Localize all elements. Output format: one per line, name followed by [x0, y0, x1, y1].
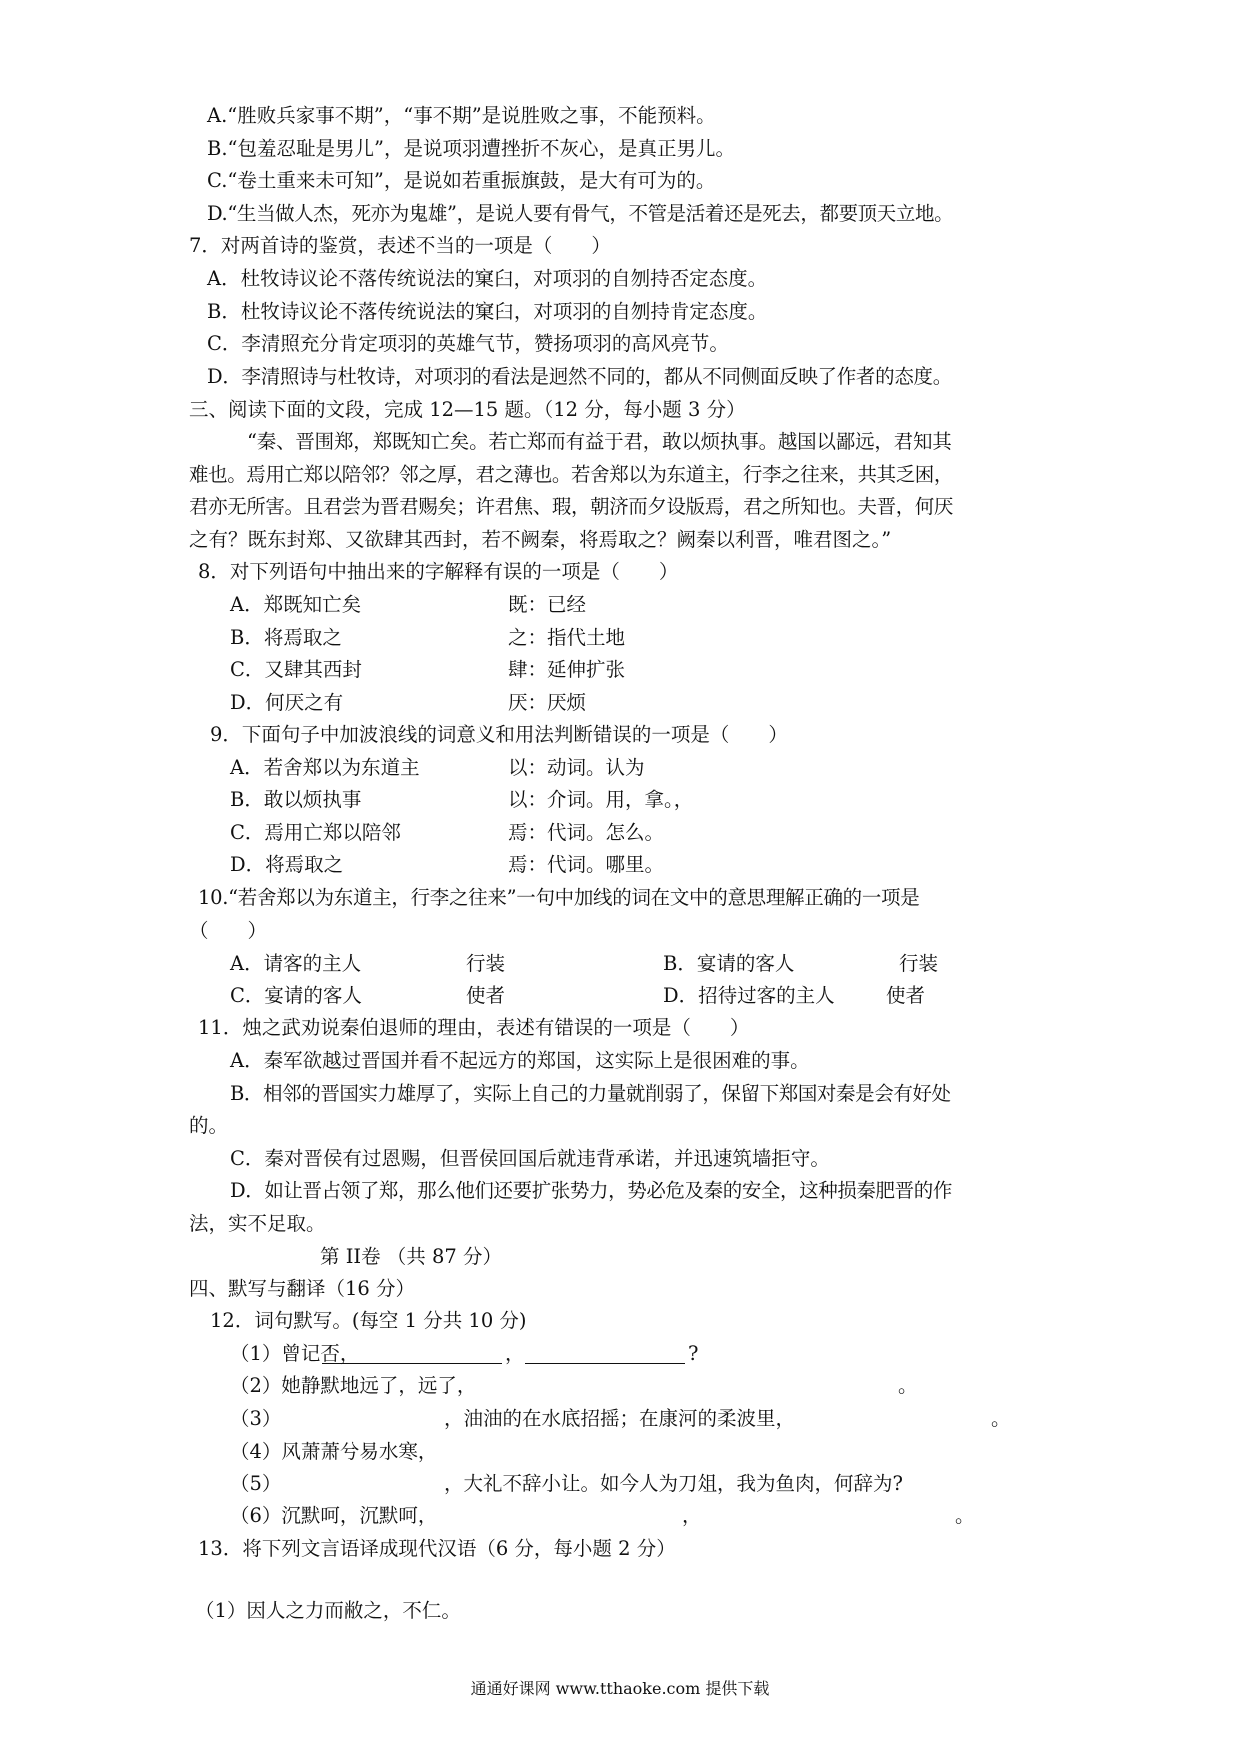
q9-option-b-sentence: B．敢以烦执事	[230, 788, 362, 811]
q12-item-6-end: 。	[955, 1504, 975, 1527]
q12-item-3-prefix: （3）	[230, 1407, 282, 1430]
q8-option-b-meaning: 之：指代土地	[508, 626, 626, 649]
q13-stem: 13．将下列文言语译成现代汉语（6 分，每小题 2 分）	[198, 1537, 676, 1560]
q9-option-a	[230, 756, 645, 779]
q12-item-5-middle: ，大礼不辞小让。如今人为刀俎，我为鱼肉，何辞为?	[444, 1472, 903, 1495]
q12-item-4-prefix: （4）风萧萧兮易水寒，	[230, 1440, 438, 1463]
passage-line-2: 难也。焉用亡郑以陪邻？邻之厚，君之薄也。若舍郑以为东道主，行李之往来，共其乏困，	[189, 463, 954, 486]
q8-option-c-sentence: C．又肆其西封	[230, 658, 362, 681]
q8-option-c	[230, 658, 626, 681]
q12-item-6	[230, 1504, 975, 1527]
q10-option-a-xingli: 行装	[466, 952, 506, 975]
q12-item-2-prefix: （2）她静默地远了，远了，	[230, 1374, 477, 1397]
q12-item-2-end: 。	[898, 1374, 918, 1397]
q10-option-b	[663, 952, 939, 975]
q12-item-1-end: ?	[688, 1342, 699, 1365]
q9-option-b-meaning: 以：介词。用，拿。，	[508, 788, 694, 811]
q8-option-d-meaning: 厌：厌烦	[508, 691, 587, 714]
q12-item-2	[230, 1374, 918, 1397]
q9-option-c-meaning: 焉：代词。怎么。	[508, 821, 665, 844]
q11-option-a: A．秦军欲越过晋国并看不起远方的郑国，这实际上是很困难的事。	[230, 1049, 810, 1072]
q8-option-a-sentence: A．郑既知亡矣	[230, 593, 362, 616]
q9-option-a-sentence: A．若舍郑以为东道主	[230, 756, 420, 779]
q10-option-d-host: D．招待过客的主人	[663, 984, 835, 1007]
q12-item-1-comma: ，	[505, 1342, 525, 1365]
q10-option-b-host: B．宴请的客人	[663, 952, 795, 975]
q9-option-d-sentence: D．将焉取之	[230, 853, 344, 876]
q12-item-4	[230, 1442, 437, 1462]
q11-option-d-cont: 法，实不足取。	[189, 1212, 326, 1235]
section4-heading: 四、默写与翻译（16 分）	[189, 1277, 416, 1300]
q12-item-1-blank-1	[322, 1363, 502, 1364]
q6-option-c: C.“卷土重来未可知”，是说如若重振旗鼓，是大有可为的。	[207, 169, 716, 192]
q10-option-d-xingli: 使者	[886, 984, 926, 1007]
q9-option-b	[230, 788, 694, 811]
q12-item-1	[230, 1342, 699, 1365]
passage-line-4: 之有？既东封郑、又欲肆其西封，若不阙秦，将焉取之？阙秦以利晋，唯君图之。”	[189, 528, 892, 551]
q7-option-a: A．杜牧诗议论不落传统说法的窠臼，对项羽的自刎持否定态度。	[207, 267, 768, 290]
q12-item-1-prefix: （1）曾记否，	[230, 1342, 360, 1365]
q11-option-b-cont: 的。	[189, 1114, 229, 1137]
q12-item-5-prefix: （5）	[230, 1472, 282, 1495]
q7-option-d: D．李清照诗与杜牧诗，对项羽的看法是迥然不同的，都从不同侧面反映了作者的态度。	[207, 365, 952, 388]
q12-item-6-prefix: （6）沉默呵，沉默呵，	[230, 1504, 438, 1527]
q9-option-a-meaning: 以：动词。认为	[508, 756, 645, 779]
q8-option-d	[230, 691, 587, 714]
q6-option-b: B.“包羞忍耻是男儿”，是说项羽遭挫折不灰心，是真正男儿。	[207, 137, 735, 160]
q10-option-a	[230, 952, 506, 975]
q12-item-3-middle: ，油油的在水底招摇；在康河的柔波里，	[444, 1407, 796, 1430]
q6-option-d: D.“生当做人杰，死亦为鬼雄”，是说人要有骨气，不管是活着还是死去，都要顶天立地。	[207, 202, 954, 225]
q8-option-c-meaning: 肆：延伸扩张	[508, 658, 626, 681]
q9-option-d-meaning: 焉：代词。哪里。	[508, 853, 665, 876]
q12-item-5	[230, 1472, 903, 1495]
q10-option-c-xingli: 使者	[466, 984, 506, 1007]
q8-option-a-meaning: 既：已经	[508, 593, 587, 616]
q13-item-1: （1）因人之力而敝之，不仁。	[195, 1599, 461, 1622]
page-footer: 通通好课网 www.tthaoke.com 提供下载	[470, 1679, 770, 1698]
q10-option-b-xingli: 行装	[899, 952, 939, 975]
q9-option-c-sentence: C．焉用亡郑以陪邻	[230, 821, 401, 844]
q12-item-1-blank-2	[525, 1363, 685, 1364]
q10-option-d	[663, 984, 926, 1007]
q7-option-b: B．杜牧诗议论不落传统说法的窠臼，对项羽的自刎持肯定态度。	[207, 300, 768, 323]
q8-option-b	[230, 626, 626, 649]
q12-stem: 12．词句默写。(每空 1 分共 10 分)	[210, 1309, 527, 1332]
q11-option-d: D．如让晋占领了郑，那么他们还要扩张势力，势必危及秦的安全，这种损秦肥晋的作	[230, 1179, 952, 1202]
q9-option-d	[230, 853, 665, 876]
q7-stem: 7．对两首诗的鉴赏，表述不当的一项是（ ）	[189, 234, 611, 257]
q11-stem: 11．烛之武劝说秦伯退师的理由，表述有错误的一项是（ ）	[198, 1016, 750, 1039]
q12-item-3-end: 。	[991, 1407, 1011, 1430]
q8-stem: 8．对下列语句中抽出来的字解释有误的一项是（ ）	[198, 560, 679, 583]
q9-stem: 9．下面句子中加波浪线的词意义和用法判断错误的一项是（ ）	[210, 723, 788, 746]
part2-title: 第 II卷 （共 87 分）	[320, 1245, 503, 1268]
q12-item-6-sep: ，	[682, 1504, 702, 1527]
q11-option-b: B．相邻的晋国实力雄厚了，实际上自己的力量就削弱了，保留下郑国对秦是会有好处	[230, 1082, 951, 1105]
q11-option-c: C．秦对晋侯有过恩赐，但晋侯回国后就违背承诺，并迅速筑墙拒守。	[230, 1147, 830, 1170]
q6-option-a: A.“胜败兵家事不期”，“事不期”是说胜败之事，不能预料。	[207, 104, 716, 127]
passage-line-3: 君亦无所害。且君尝为晋君赐矣；许君焦、瑕，朝济而夕设版焉，君之所知也。夫晋，何厌	[189, 495, 954, 518]
q10-option-c-host: C．宴请的客人	[230, 984, 362, 1007]
q12-item-3	[230, 1407, 1011, 1430]
q8-option-a	[230, 593, 587, 616]
q7-option-c: C．李清照充分肯定项羽的英雄气节，赞扬项羽的高风亮节。	[207, 332, 729, 355]
section3-heading: 三、阅读下面的文段，完成 12—15 题。（12 分，每小题 3 分）	[189, 398, 746, 421]
q10-answer-paren: （ ）	[189, 919, 268, 942]
q9-option-c	[230, 821, 665, 844]
q8-option-b-sentence: B．将焉取之	[230, 626, 342, 649]
q10-option-a-host: A．请客的主人	[230, 952, 362, 975]
passage-line-1: “秦、晋围郑，郑既知亡矣。若亡郑而有益于君，敢以烦执事。越国以鄙远，君知其	[247, 430, 952, 453]
q10-option-c	[230, 984, 506, 1007]
q8-option-d-sentence: D．何厌之有	[230, 691, 344, 714]
q10-stem: 10.“若舍郑以为东道主，行李之往来”一句中加线的词在文中的意思理解正确的一项是	[198, 886, 920, 909]
